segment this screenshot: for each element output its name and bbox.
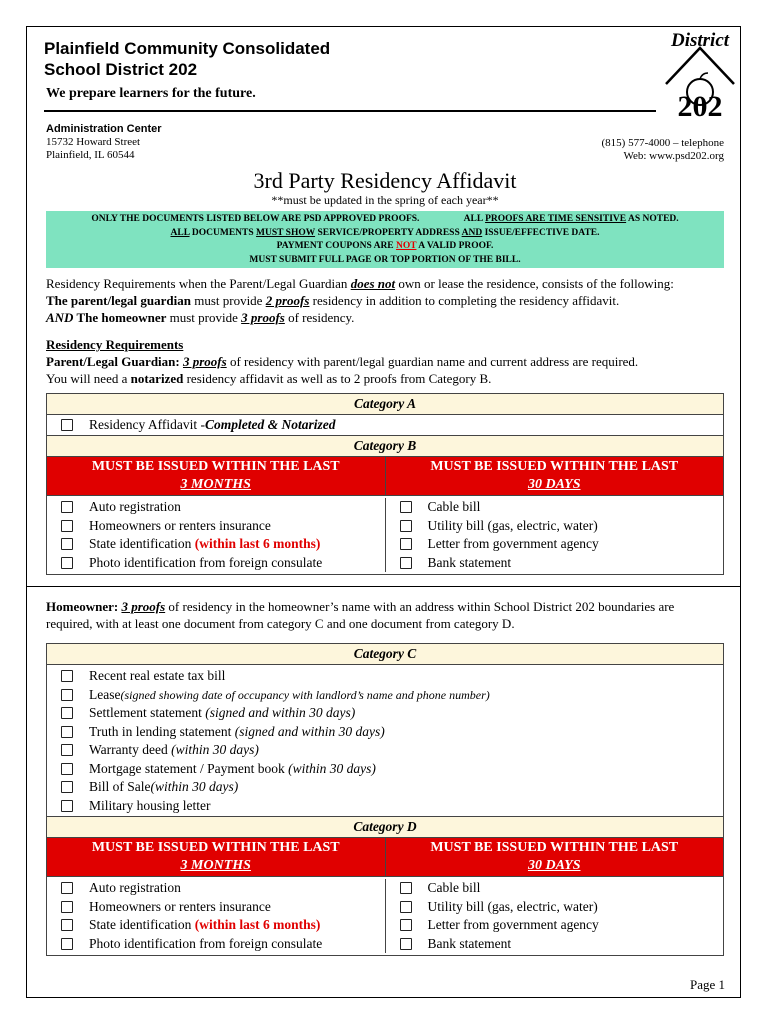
residency-section bbox=[46, 336, 736, 387]
guardian-em: 3 proofs bbox=[182, 354, 227, 369]
notice-line2 bbox=[46, 227, 724, 241]
guardian-line2 bbox=[46, 370, 736, 387]
notice-l2-post: ISSUE/EFFECTIVE DATE. bbox=[482, 227, 600, 238]
checkbox[interactable] bbox=[61, 919, 73, 931]
item-label: Auto registration bbox=[89, 880, 181, 895]
notice-l1b-post: AS NOTED. bbox=[626, 214, 679, 224]
section-heading: Residency Requirements bbox=[46, 337, 184, 352]
checkbox[interactable] bbox=[61, 763, 73, 775]
item-label: Military housing letter bbox=[89, 797, 211, 813]
list-item bbox=[386, 898, 724, 917]
city: Plainfield, IL 60544 bbox=[46, 149, 135, 161]
intro-pre: Residency Requirements when the Parent/Legal Guardian bbox=[46, 276, 351, 291]
list-item bbox=[386, 935, 724, 954]
checkbox[interactable] bbox=[61, 670, 73, 682]
category-a-item bbox=[47, 415, 723, 436]
item-label: Utility bill (gas, electric, water) bbox=[427, 898, 598, 914]
phone: (815) 577-4000 – telephone bbox=[601, 137, 724, 149]
category-d-items bbox=[47, 877, 723, 955]
homeowner-label: Homeowner: bbox=[46, 599, 122, 614]
category-d-timeframes bbox=[47, 838, 723, 877]
list-item bbox=[47, 667, 723, 686]
category-d-left-head2: 3 MONTHS bbox=[180, 858, 251, 873]
checkbox[interactable] bbox=[61, 557, 73, 569]
item-note: (within last 6 months) bbox=[194, 536, 321, 551]
category-c-items bbox=[47, 665, 723, 817]
category-b-left-col bbox=[47, 498, 386, 572]
list-item bbox=[47, 879, 385, 898]
homeowner-line2: required, with at least one document from category C and one document from category D. bbox=[46, 616, 515, 631]
checkbox[interactable] bbox=[400, 901, 412, 913]
checkbox[interactable] bbox=[61, 882, 73, 894]
item-label: Photo identification from foreign consulate bbox=[89, 554, 323, 570]
item-label: Photo identification from foreign consulate bbox=[89, 935, 323, 951]
homeowner-post: of residency. bbox=[284, 310, 355, 325]
category-b-left-head2: 3 MONTHS bbox=[180, 477, 251, 492]
item-label: Auto registration bbox=[89, 499, 181, 514]
guardian2-bold: notarized bbox=[130, 371, 184, 386]
checkbox[interactable] bbox=[61, 938, 73, 950]
notice-l1b-pre: ALL bbox=[463, 214, 486, 224]
notice-box bbox=[46, 211, 724, 268]
district-name-line2: School District 202 bbox=[44, 60, 198, 79]
parent-post: residency in addition to completing the residency affidavit. bbox=[309, 293, 620, 308]
address-right bbox=[602, 137, 725, 163]
notice-l2-u3: AND bbox=[461, 227, 483, 238]
category-d-right-head1: MUST BE ISSUED WITHIN THE LAST bbox=[430, 840, 679, 855]
category-a-header: Category A bbox=[47, 394, 723, 415]
address-left bbox=[46, 123, 162, 162]
category-b-right-col bbox=[386, 498, 724, 572]
page-number: Page 1 bbox=[690, 977, 726, 992]
category-d-right-head2: 30 DAYS bbox=[527, 858, 581, 873]
list-item bbox=[386, 554, 724, 573]
notice-line3 bbox=[46, 240, 724, 254]
list-item bbox=[386, 498, 724, 517]
category-d-left-head bbox=[47, 838, 386, 876]
notice-l3-post: A VALID PROOF. bbox=[416, 241, 494, 251]
category-a-item-text: Residency Affidavit - bbox=[89, 416, 205, 432]
item-label: Settlement statement bbox=[89, 705, 202, 720]
list-item bbox=[47, 498, 385, 517]
checkbox[interactable] bbox=[61, 520, 73, 532]
list-item bbox=[47, 723, 723, 742]
guardian-post: of residency with parent/legal guardian name and current address are required. bbox=[226, 354, 639, 369]
parent-bold: The parent/legal guardian bbox=[46, 293, 191, 308]
item-note: (within 30 days) bbox=[171, 742, 259, 757]
admin-center-label: Administration Center bbox=[46, 123, 162, 135]
notice-l2-mid2: SERVICE/PROPERTY ADDRESS bbox=[315, 227, 462, 238]
checkbox[interactable] bbox=[400, 882, 412, 894]
checkbox[interactable] bbox=[61, 419, 73, 431]
category-b-right-head2: 30 DAYS bbox=[527, 477, 581, 492]
list-item bbox=[47, 898, 385, 917]
item-note: (within last 6 months) bbox=[194, 917, 321, 932]
item-note: (signed and within 30 days) bbox=[205, 705, 356, 720]
parent-em: 2 proofs bbox=[265, 293, 310, 308]
list-item bbox=[386, 535, 724, 554]
item-label: Homeowners or renters insurance bbox=[89, 517, 271, 533]
tagline: We prepare learners for the future. bbox=[46, 86, 256, 101]
homeowner-line bbox=[46, 309, 736, 326]
item-label: Bank statement bbox=[427, 554, 512, 570]
document-subtitle: **must be updated in the spring of each year** bbox=[271, 193, 499, 207]
notice-l3-pre: PAYMENT COUPONS ARE bbox=[276, 241, 397, 251]
category-b-right-head bbox=[386, 457, 724, 495]
checkbox[interactable] bbox=[61, 501, 73, 513]
list-item bbox=[47, 916, 385, 935]
category-b-left-head1: MUST BE ISSUED WITHIN THE LAST bbox=[91, 459, 340, 474]
homeowner-em: 3 proofs bbox=[241, 310, 285, 325]
district-name bbox=[44, 38, 330, 80]
homeowner-bold: The homeowner bbox=[73, 310, 167, 325]
item-note: (within 30 days) bbox=[150, 779, 239, 794]
notice-l2-u2: MUST SHOW bbox=[256, 227, 316, 238]
homeowner-and: AND bbox=[46, 310, 74, 325]
item-label: Homeowners or renters insurance bbox=[89, 898, 271, 914]
checkbox[interactable] bbox=[61, 901, 73, 913]
checkbox[interactable] bbox=[61, 726, 73, 738]
category-d-right-col bbox=[386, 879, 724, 953]
list-item bbox=[47, 517, 385, 536]
list-item bbox=[47, 554, 385, 573]
checkbox[interactable] bbox=[400, 919, 412, 931]
logo-text-bottom: 202 bbox=[677, 90, 723, 122]
homeowner-line1-post: of residency in the homeowner’s name with an address within School District 202 boundaries are bbox=[165, 599, 675, 614]
category-a-item-em: Completed & Notarized bbox=[204, 416, 336, 432]
item-label: Bill of Sale bbox=[89, 779, 151, 794]
item-label: Recent real estate tax bill bbox=[89, 668, 226, 683]
guardian2-pre: You will need a bbox=[46, 371, 131, 386]
item-label: State identification bbox=[89, 536, 192, 551]
category-cd-table bbox=[46, 643, 724, 956]
district-logo bbox=[658, 26, 742, 122]
list-item bbox=[47, 741, 723, 760]
category-b-left-head bbox=[47, 457, 386, 495]
item-label: Lease bbox=[89, 686, 121, 702]
checkbox[interactable] bbox=[61, 744, 73, 756]
item-label: Truth in lending statement bbox=[89, 723, 232, 739]
header-rule bbox=[44, 110, 656, 112]
category-d-header: Category D bbox=[47, 817, 723, 838]
homeowner-proofs: 3 proofs bbox=[121, 599, 166, 614]
web: Web: www.psd202.org bbox=[623, 150, 724, 162]
list-item bbox=[47, 760, 723, 779]
homeowner-section bbox=[46, 598, 736, 632]
section-divider bbox=[27, 586, 741, 587]
document-title: 3rd Party Residency Affidavit bbox=[253, 168, 517, 193]
homeowner-line1 bbox=[46, 598, 736, 615]
list-item bbox=[47, 935, 385, 954]
checkbox[interactable] bbox=[400, 538, 412, 550]
checkbox[interactable] bbox=[61, 707, 73, 719]
notice-l1a: ONLY THE DOCUMENTS LISTED BELOW ARE PSD APPROVED PROOFS. bbox=[91, 214, 420, 224]
list-item bbox=[47, 535, 385, 554]
item-note: (signed showing date of occupancy with landlord’s name and phone number) bbox=[120, 687, 490, 702]
category-d-left-head1: MUST BE ISSUED WITHIN THE LAST bbox=[91, 840, 340, 855]
intro-post: own or lease the residence, consists of the following: bbox=[395, 276, 674, 291]
checkbox[interactable] bbox=[61, 781, 73, 793]
list-item bbox=[47, 686, 723, 705]
notice-line1 bbox=[46, 213, 724, 227]
checkbox[interactable] bbox=[400, 938, 412, 950]
category-b-header: Category B bbox=[47, 436, 723, 457]
street: 15732 Howard Street bbox=[46, 136, 141, 148]
notice-l2-mid1: DOCUMENTS bbox=[189, 227, 257, 238]
checkbox[interactable] bbox=[400, 557, 412, 569]
category-ab-table bbox=[46, 393, 724, 575]
category-b-right-head1: MUST BE ISSUED WITHIN THE LAST bbox=[430, 459, 679, 474]
item-label: Cable bill bbox=[427, 880, 481, 895]
item-label: Cable bill bbox=[427, 499, 481, 514]
intro-line bbox=[46, 275, 736, 292]
list-item bbox=[386, 916, 724, 935]
item-label: Bank statement bbox=[427, 935, 512, 951]
item-label: State identification bbox=[89, 917, 192, 932]
item-note: (within 30 days) bbox=[288, 760, 376, 776]
homeowner-mid: must provide bbox=[166, 310, 242, 325]
category-d-right-head bbox=[386, 838, 724, 876]
item-label: Letter from government agency bbox=[427, 917, 599, 932]
checkbox[interactable] bbox=[400, 501, 412, 513]
notice-l1b-u: PROOFS ARE TIME SENSITIVE bbox=[485, 214, 627, 224]
item-label: Letter from government agency bbox=[427, 536, 599, 551]
guardian2-post: residency affidavit as well as to 2 proofs from Category B. bbox=[183, 371, 492, 386]
item-note: (signed and within 30 days) bbox=[234, 723, 385, 739]
requirements-intro bbox=[46, 275, 736, 326]
list-item bbox=[386, 879, 724, 898]
notice-l3-not: NOT bbox=[396, 241, 417, 251]
checkbox[interactable] bbox=[61, 538, 73, 550]
list-item bbox=[47, 797, 723, 816]
list-item bbox=[47, 778, 723, 797]
logo-text-top: District bbox=[670, 30, 730, 51]
category-b-items bbox=[47, 496, 723, 574]
item-label: Warranty deed bbox=[89, 742, 168, 757]
intro-em: does not bbox=[350, 276, 396, 291]
category-b-timeframes bbox=[47, 457, 723, 496]
list-item bbox=[386, 517, 724, 536]
category-d-left-col bbox=[47, 879, 386, 953]
item-label: Mortgage statement / Payment book bbox=[89, 760, 285, 776]
item-label: Utility bill (gas, electric, water) bbox=[427, 517, 598, 533]
district-name-line1: Plainfield Community Consolidated bbox=[44, 39, 331, 58]
notice-line4: MUST SUBMIT FULL PAGE OR TOP PORTION OF THE BILL. bbox=[249, 254, 521, 265]
checkbox[interactable] bbox=[400, 520, 412, 532]
checkbox[interactable] bbox=[61, 800, 73, 812]
parent-mid: must provide bbox=[190, 293, 266, 308]
checkbox[interactable] bbox=[61, 689, 73, 701]
parent-line bbox=[46, 292, 736, 309]
guardian-bold: Parent/Legal Guardian: bbox=[46, 354, 183, 369]
notice-l2-u1: ALL bbox=[170, 227, 190, 238]
guardian-line bbox=[46, 353, 736, 370]
list-item bbox=[47, 704, 723, 723]
category-c-header: Category C bbox=[47, 644, 723, 665]
